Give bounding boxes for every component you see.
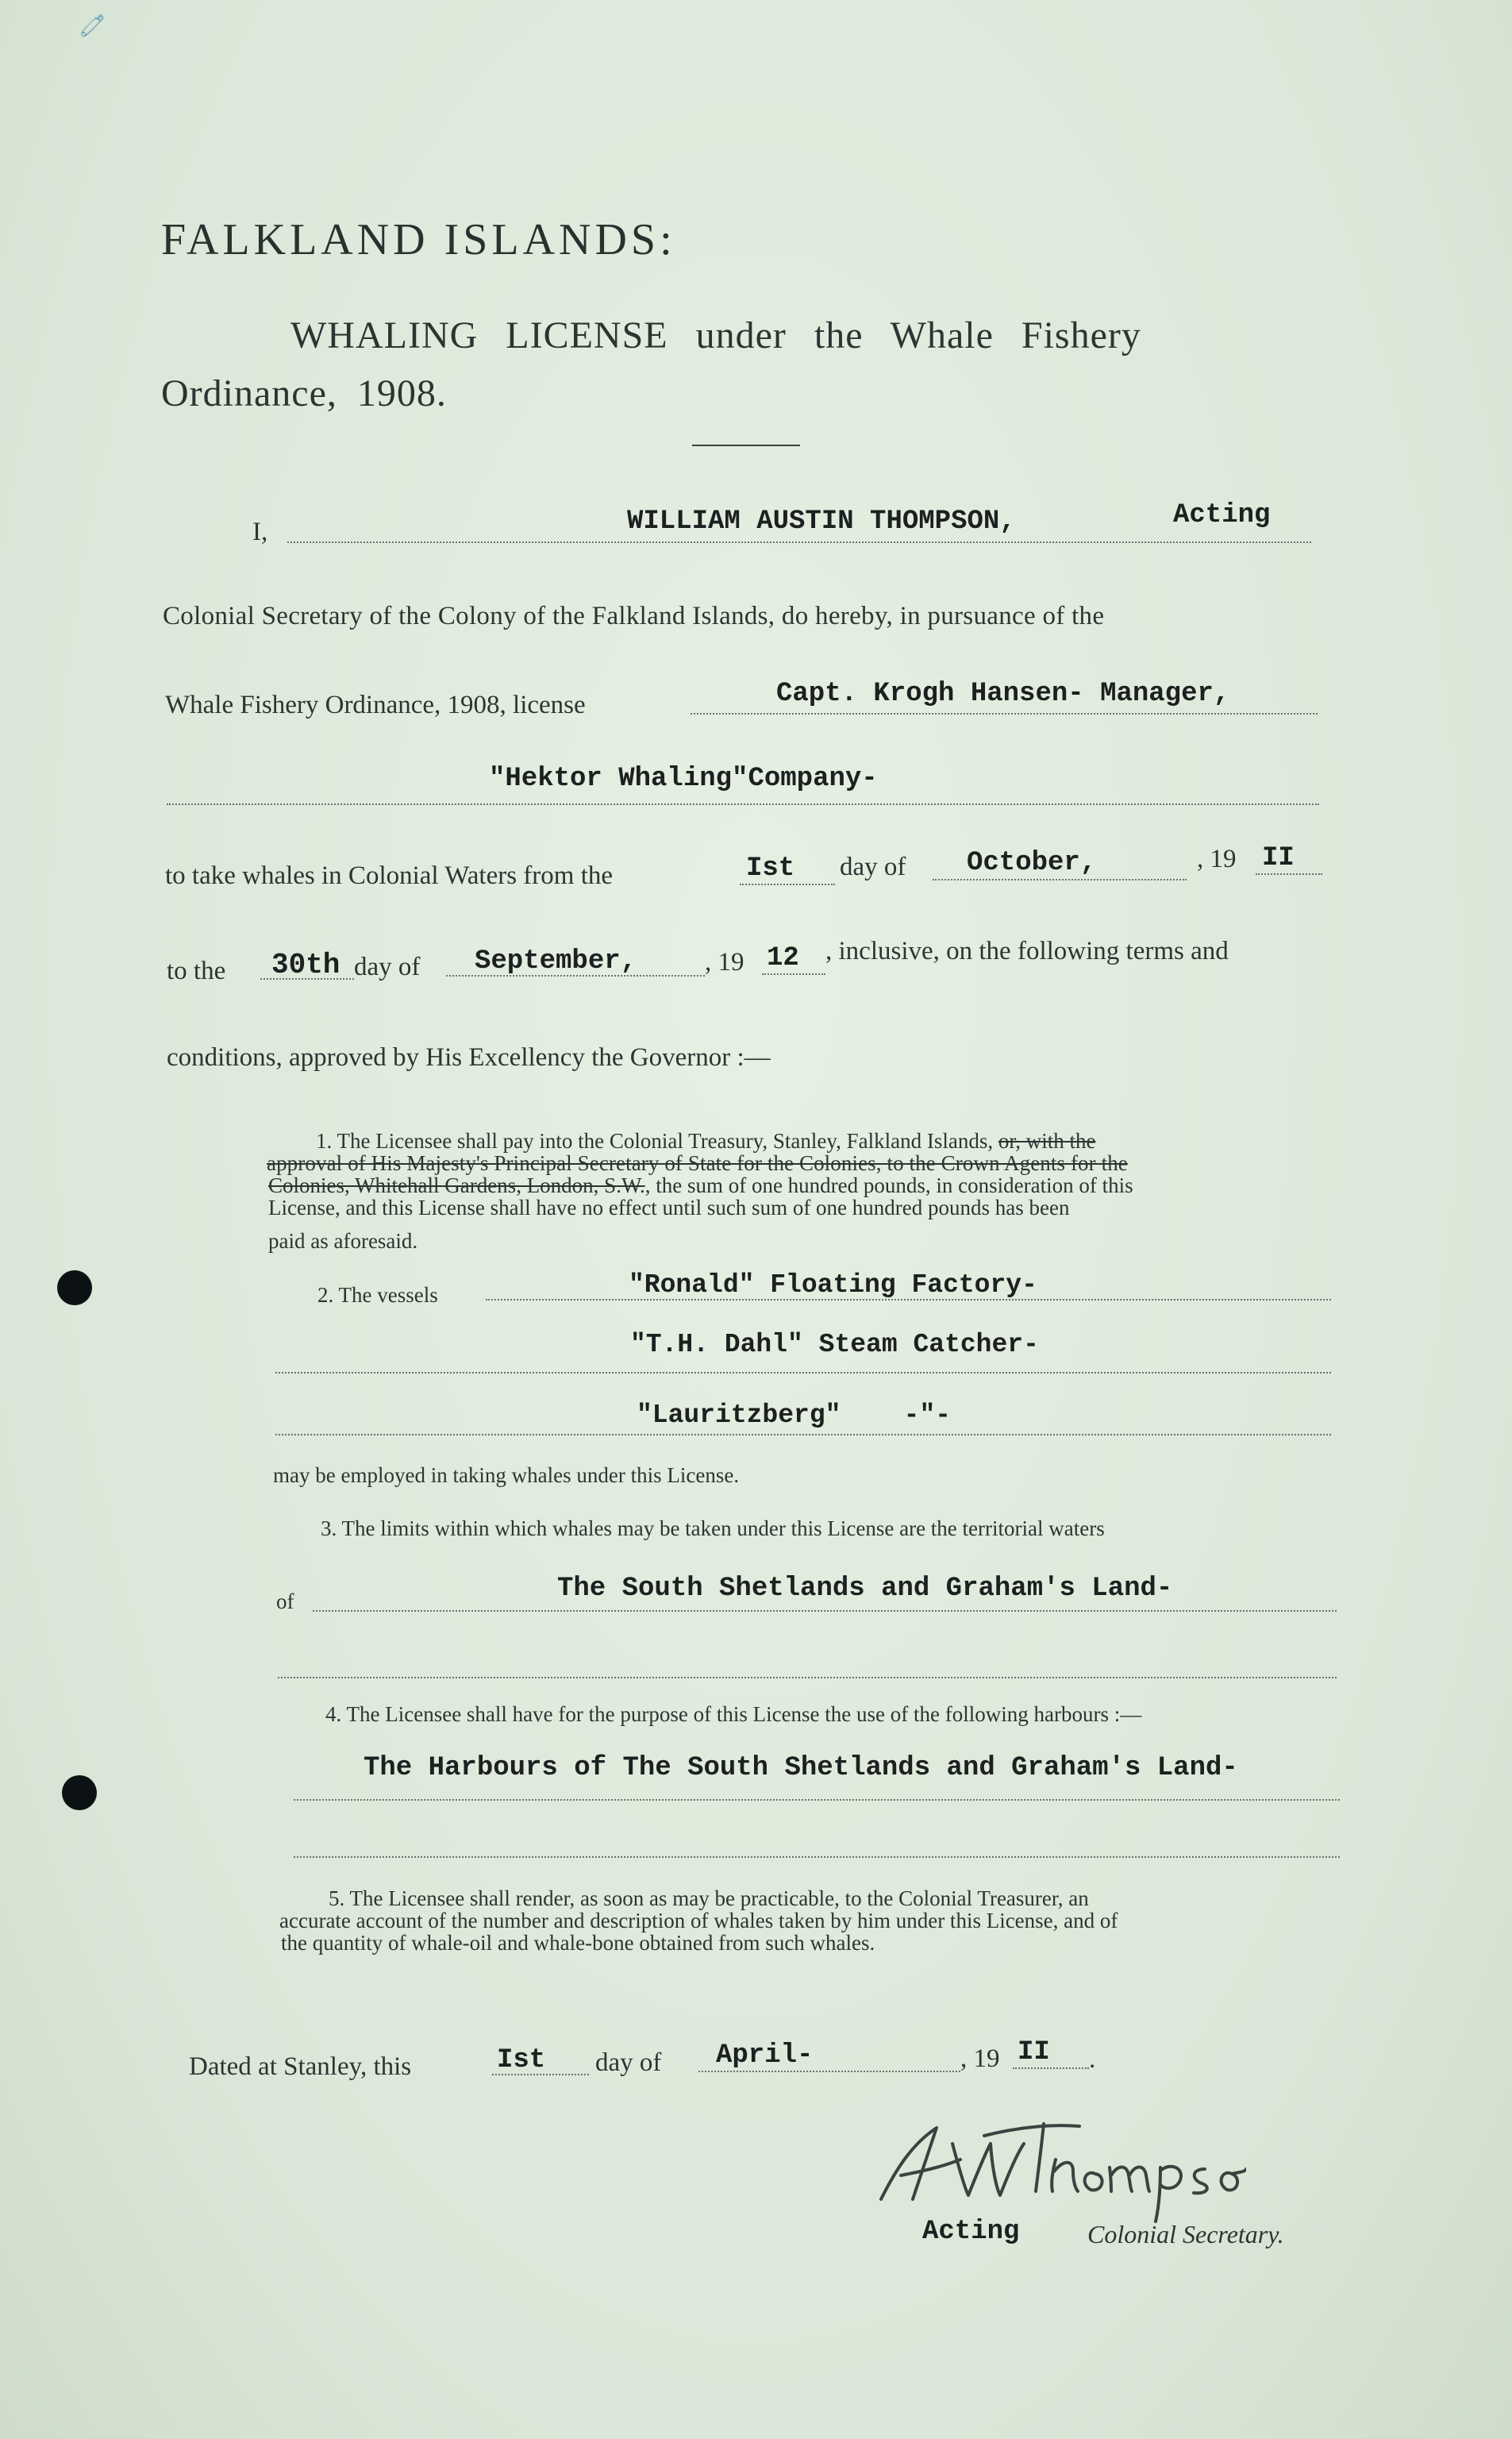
- dated-prefix: Dated at Stanley, this: [189, 2052, 412, 2081]
- term-1-struck-a: or, with the: [998, 1129, 1096, 1153]
- dated-day-of-label: day of: [595, 2048, 662, 2077]
- to-month: September,: [475, 946, 637, 977]
- to-date-suffix: , inclusive, on the following terms and: [825, 937, 1229, 965]
- limits-field-line: [313, 1610, 1337, 1612]
- dated-day: Ist: [497, 2045, 546, 2075]
- from-date-prefix: to take whales in Colonial Waters from the: [165, 861, 614, 890]
- harbours-field-line: [294, 1799, 1340, 1801]
- term-5-line-2: accurate account of the number and description of whales taken by him under this License, and of: [279, 1909, 1118, 1932]
- term-3-of: of: [276, 1589, 294, 1613]
- dated-year-prefix: , 19: [960, 2044, 1000, 2073]
- term-2-label: 2. The vessels: [317, 1283, 438, 1307]
- to-day: 30th: [271, 949, 340, 981]
- from-year-field-line: [1256, 873, 1322, 875]
- term-1-text-a: 1. The Licensee shall pay into the Colonial Treasury, Stanley, Falkland Islands,: [316, 1129, 994, 1153]
- term-2-tail: may be employed in taking whales under this License.: [273, 1463, 740, 1487]
- term-1-line-3: [268, 1173, 1133, 1198]
- grant-line-3: Whale Fishery Ordinance, 1908, license: [165, 691, 586, 719]
- from-day-field-line: [740, 884, 835, 885]
- company-field-line: [167, 803, 1319, 805]
- document-subtitle-line-1: WHALING LICENSE under the Whale Fishery: [290, 314, 1141, 356]
- grantor-role: Acting: [1173, 500, 1271, 530]
- from-month-field-line: [933, 879, 1187, 880]
- from-year: II: [1262, 843, 1295, 873]
- title-rule: [692, 445, 800, 446]
- term-4-text: 4. The Licensee shall have for the purpose of this License the use of the following harbours :—: [325, 1702, 1142, 1726]
- harbours-field-line-2: [294, 1856, 1340, 1858]
- licensee-name: Capt. Krogh Hansen- Manager,: [776, 679, 1230, 709]
- signature-title: Colonial Secretary.: [1087, 2220, 1284, 2248]
- to-year: 12: [767, 943, 799, 973]
- vessel-2: "T.H. Dahl" Steam Catcher-: [630, 1330, 1039, 1359]
- from-day-of-label: day of: [840, 853, 906, 881]
- corner-mark: 🧷: [79, 14, 106, 37]
- vessel-2-field-line: [275, 1372, 1331, 1374]
- term-5-line-1: 5. The Licensee shall render, as soon as may be practicable, to the Colonial Treasurer, an: [329, 1886, 1089, 1910]
- grantor-name: WILLIAM AUSTIN THOMPSON,: [627, 507, 1016, 537]
- conditions-intro: conditions, approved by His Excellency the Governor :—: [167, 1043, 771, 1072]
- grant-line-2: Colonial Secretary of the Colony of the Falkland Islands, do hereby, in pursuance of the: [163, 602, 1105, 630]
- punch-hole-upper: [57, 1270, 92, 1305]
- licensee-company: "Hektor Whaling"Company-: [489, 764, 878, 794]
- term-1-line-4: License, and this License shall have no effect until such sum of one hundred pounds has been: [268, 1196, 1070, 1220]
- term-1-text-c: , the sum of one hundred pounds, in consideration of this: [644, 1173, 1133, 1197]
- limits-field-line-2: [278, 1677, 1337, 1678]
- name-field-line: [287, 541, 1311, 543]
- vessel-1: "Ronald" Floating Factory-: [629, 1270, 1037, 1300]
- from-year-prefix: , 19: [1197, 845, 1237, 873]
- document-subtitle-line-2: Ordinance, 1908.: [161, 372, 447, 414]
- term-1-line-5: paid as aforesaid.: [268, 1229, 418, 1253]
- handwritten-signature: [865, 2112, 1246, 2223]
- dated-month: April-: [716, 2040, 814, 2071]
- signature-acting: Acting: [922, 2217, 1020, 2247]
- from-day: Ist: [746, 853, 795, 884]
- to-date-prefix: to the: [167, 957, 226, 985]
- document-title: FALKLAND ISLANDS:: [161, 215, 676, 264]
- from-month: October,: [967, 848, 1097, 878]
- to-year-field-line: [762, 973, 825, 975]
- dated-month-field-line: [698, 2071, 960, 2072]
- punch-hole-lower: [62, 1775, 97, 1810]
- licensee-field-line: [691, 713, 1318, 715]
- term-1-line-2-struck: approval of His Majesty's Principal Secretary of State for the Colonies, to the Crown Agents for the: [267, 1151, 1128, 1175]
- vessel-3-field-line: [275, 1434, 1331, 1435]
- harbours-text: The Harbours of The South Shetlands and Graham's Land-: [364, 1753, 1238, 1783]
- dated-year-field-line: [1013, 2067, 1089, 2069]
- to-day-of-label: day of: [354, 953, 421, 981]
- limits-text: The South Shetlands and Graham's Land-: [557, 1574, 1173, 1604]
- grant-pronoun: I,: [252, 518, 268, 546]
- term-5-line-3: the quantity of whale-oil and whale-bone obtained from such whales.: [281, 1931, 875, 1955]
- dated-end: .: [1089, 2045, 1096, 2074]
- dated-year: II: [1018, 2037, 1050, 2067]
- to-year-prefix: , 19: [705, 948, 744, 977]
- svg-text:WAThompson: WAThompson: [865, 2112, 870, 2113]
- term-1-struck-c: Colonies, Whitehall Gardens, London, S.W.: [268, 1173, 645, 1197]
- term-1-line-1: [316, 1129, 1096, 1154]
- term-3-text: 3. The limits within which whales may be taken under this License are the territorial waters: [321, 1516, 1105, 1540]
- vessel-3: "Lauritzberg" -"-: [637, 1401, 952, 1430]
